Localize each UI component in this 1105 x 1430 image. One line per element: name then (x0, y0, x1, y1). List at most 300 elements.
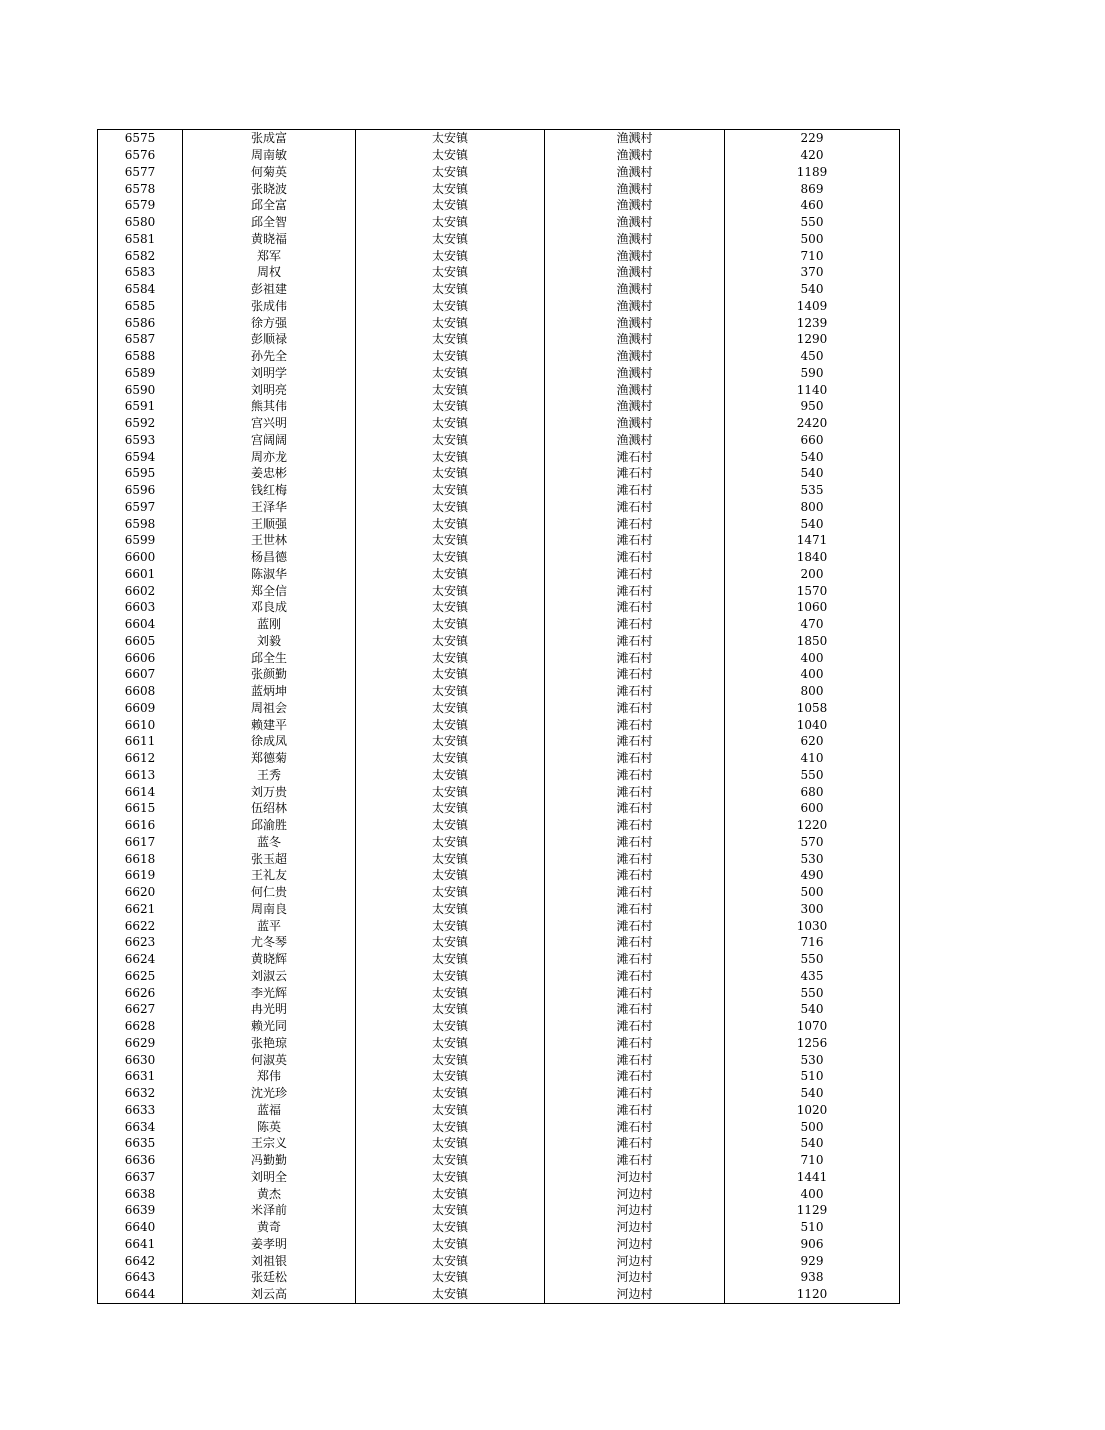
table-row (98, 1269, 900, 1286)
village-cell: 渔溅村 (545, 264, 725, 281)
amount-cell: 1239 (725, 314, 900, 331)
table-row (98, 1051, 900, 1068)
row-number-cell: 6588 (98, 348, 183, 365)
row-number-cell: 6607 (98, 666, 183, 683)
name-cell: 刘毅 (183, 633, 356, 650)
name-cell: 徐方强 (183, 314, 356, 331)
amount-cell: 938 (725, 1269, 900, 1286)
town-cell: 太安镇 (356, 130, 545, 147)
row-number-cell: 6614 (98, 783, 183, 800)
name-cell: 黄晓福 (183, 231, 356, 248)
village-cell: 滩石村 (545, 616, 725, 633)
town-cell: 太安镇 (356, 649, 545, 666)
village-cell: 河边村 (545, 1269, 725, 1286)
name-cell: 伍绍林 (183, 800, 356, 817)
village-cell: 渔溅村 (545, 197, 725, 214)
town-cell: 太安镇 (356, 1236, 545, 1253)
amount-cell: 1120 (725, 1286, 900, 1303)
amount-cell: 1070 (725, 1018, 900, 1035)
town-cell: 太安镇 (356, 348, 545, 365)
name-cell: 郑军 (183, 247, 356, 264)
village-cell: 滩石村 (545, 1085, 725, 1102)
town-cell: 太安镇 (356, 1051, 545, 1068)
row-number-cell: 6641 (98, 1236, 183, 1253)
table-row (98, 700, 900, 717)
data-table (97, 129, 900, 1304)
name-cell: 刘明全 (183, 1169, 356, 1186)
village-cell: 河边村 (545, 1219, 725, 1236)
name-cell: 周南敏 (183, 147, 356, 164)
table-row (98, 415, 900, 432)
amount-cell: 570 (725, 834, 900, 851)
table-row (98, 649, 900, 666)
amount-cell: 929 (725, 1252, 900, 1269)
village-cell: 滩石村 (545, 582, 725, 599)
row-number-cell: 6595 (98, 465, 183, 482)
village-cell: 滩石村 (545, 901, 725, 918)
row-number-cell: 6590 (98, 381, 183, 398)
town-cell: 太安镇 (356, 298, 545, 315)
village-cell: 滩石村 (545, 448, 725, 465)
amount-cell: 540 (725, 1085, 900, 1102)
amount-cell: 540 (725, 465, 900, 482)
town-cell: 太安镇 (356, 867, 545, 884)
village-cell: 渔溅村 (545, 415, 725, 432)
row-number-cell: 6643 (98, 1269, 183, 1286)
row-number-cell: 6602 (98, 582, 183, 599)
table-row (98, 164, 900, 181)
village-cell: 渔溅村 (545, 180, 725, 197)
table-row (98, 968, 900, 985)
village-cell: 渔溅村 (545, 348, 725, 365)
name-cell: 赖光同 (183, 1018, 356, 1035)
name-cell: 徐成凤 (183, 733, 356, 750)
table-row (98, 616, 900, 633)
town-cell: 太安镇 (356, 164, 545, 181)
town-cell: 太安镇 (356, 1118, 545, 1135)
table-row (98, 281, 900, 298)
name-cell: 孙先全 (183, 348, 356, 365)
village-cell: 滩石村 (545, 716, 725, 733)
table-row (98, 147, 900, 164)
village-cell: 滩石村 (545, 599, 725, 616)
town-cell: 太安镇 (356, 1252, 545, 1269)
village-cell: 滩石村 (545, 1135, 725, 1152)
village-cell: 河边村 (545, 1286, 725, 1303)
town-cell: 太安镇 (356, 532, 545, 549)
row-number-cell: 6601 (98, 566, 183, 583)
name-cell: 姜忠彬 (183, 465, 356, 482)
table-row (98, 231, 900, 248)
row-number-cell: 6620 (98, 884, 183, 901)
row-number-cell: 6634 (98, 1118, 183, 1135)
town-cell: 太安镇 (356, 549, 545, 566)
town-cell: 太安镇 (356, 432, 545, 449)
table-row (98, 917, 900, 934)
town-cell: 太安镇 (356, 465, 545, 482)
town-cell: 太安镇 (356, 1068, 545, 1085)
table-row (98, 934, 900, 951)
row-number-cell: 6592 (98, 415, 183, 432)
village-cell: 滩石村 (545, 633, 725, 650)
town-cell: 太安镇 (356, 1286, 545, 1303)
table-row (98, 214, 900, 231)
table-row (98, 733, 900, 750)
amount-cell: 490 (725, 867, 900, 884)
town-cell: 太安镇 (356, 834, 545, 851)
village-cell: 滩石村 (545, 750, 725, 767)
table-row (98, 767, 900, 784)
table-row (98, 1001, 900, 1018)
name-cell: 刘明亮 (183, 381, 356, 398)
row-number-cell: 6625 (98, 968, 183, 985)
row-number-cell: 6598 (98, 515, 183, 532)
amount-cell: 435 (725, 968, 900, 985)
town-cell: 太安镇 (356, 231, 545, 248)
town-cell: 太安镇 (356, 515, 545, 532)
table-row (98, 1185, 900, 1202)
table-row (98, 1035, 900, 1052)
name-cell: 彭祖建 (183, 281, 356, 298)
table-row (98, 197, 900, 214)
village-cell: 滩石村 (545, 917, 725, 934)
amount-cell: 535 (725, 482, 900, 499)
table-row (98, 666, 900, 683)
row-number-cell: 6644 (98, 1286, 183, 1303)
name-cell: 张玉超 (183, 850, 356, 867)
village-cell: 渔溅村 (545, 247, 725, 264)
town-cell: 太安镇 (356, 1085, 545, 1102)
name-cell: 钱红梅 (183, 482, 356, 499)
name-cell: 陈英 (183, 1118, 356, 1135)
table-row (98, 984, 900, 1001)
village-cell: 河边村 (545, 1185, 725, 1202)
amount-cell: 550 (725, 214, 900, 231)
row-number-cell: 6624 (98, 951, 183, 968)
amount-cell: 1140 (725, 381, 900, 398)
table-row (98, 314, 900, 331)
row-number-cell: 6581 (98, 231, 183, 248)
row-number-cell: 6618 (98, 850, 183, 867)
village-cell: 滩石村 (545, 1118, 725, 1135)
town-cell: 太安镇 (356, 984, 545, 1001)
amount-cell: 1840 (725, 549, 900, 566)
amount-cell: 1129 (725, 1202, 900, 1219)
name-cell: 黄奇 (183, 1219, 356, 1236)
row-number-cell: 6629 (98, 1035, 183, 1052)
village-cell: 滩石村 (545, 1018, 725, 1035)
table-row (98, 683, 900, 700)
town-cell: 太安镇 (356, 901, 545, 918)
table-row (98, 1219, 900, 1236)
village-cell: 滩石村 (545, 465, 725, 482)
row-number-cell: 6613 (98, 767, 183, 784)
table-row (98, 783, 900, 800)
village-cell: 渔溅村 (545, 214, 725, 231)
row-number-cell: 6577 (98, 164, 183, 181)
village-cell: 滩石村 (545, 566, 725, 583)
village-cell: 滩石村 (545, 884, 725, 901)
town-cell: 太安镇 (356, 1102, 545, 1119)
table-row (98, 566, 900, 583)
town-cell: 太安镇 (356, 1135, 545, 1152)
row-number-cell: 6616 (98, 817, 183, 834)
name-cell: 王宗义 (183, 1135, 356, 1152)
village-cell: 滩石村 (545, 767, 725, 784)
table-row (98, 817, 900, 834)
table-row (98, 1152, 900, 1169)
amount-cell: 540 (725, 1001, 900, 1018)
name-cell: 郑德菊 (183, 750, 356, 767)
row-number-cell: 6631 (98, 1068, 183, 1085)
town-cell: 太安镇 (356, 616, 545, 633)
amount-cell: 550 (725, 767, 900, 784)
village-cell: 渔溅村 (545, 365, 725, 382)
name-cell: 蓝冬 (183, 834, 356, 851)
table-row (98, 515, 900, 532)
amount-cell: 1040 (725, 716, 900, 733)
amount-cell: 510 (725, 1219, 900, 1236)
amount-cell: 540 (725, 1135, 900, 1152)
name-cell: 赖建平 (183, 716, 356, 733)
row-number-cell: 6615 (98, 800, 183, 817)
village-cell: 滩石村 (545, 733, 725, 750)
table-row (98, 901, 900, 918)
village-cell: 滩石村 (545, 683, 725, 700)
town-cell: 太安镇 (356, 1018, 545, 1035)
village-cell: 滩石村 (545, 867, 725, 884)
table-row (98, 633, 900, 650)
row-number-cell: 6622 (98, 917, 183, 934)
village-cell: 渔溅村 (545, 281, 725, 298)
amount-cell: 500 (725, 884, 900, 901)
amount-cell: 400 (725, 649, 900, 666)
name-cell: 周权 (183, 264, 356, 281)
row-number-cell: 6596 (98, 482, 183, 499)
table-row (98, 867, 900, 884)
amount-cell: 590 (725, 365, 900, 382)
row-number-cell: 6584 (98, 281, 183, 298)
amount-cell: 906 (725, 1236, 900, 1253)
town-cell: 太安镇 (356, 850, 545, 867)
town-cell: 太安镇 (356, 599, 545, 616)
town-cell: 太安镇 (356, 733, 545, 750)
village-cell: 滩石村 (545, 1102, 725, 1119)
name-cell: 冉光明 (183, 1001, 356, 1018)
town-cell: 太安镇 (356, 1001, 545, 1018)
amount-cell: 500 (725, 231, 900, 248)
row-number-cell: 6612 (98, 750, 183, 767)
amount-cell: 540 (725, 281, 900, 298)
town-cell: 太安镇 (356, 1202, 545, 1219)
amount-cell: 410 (725, 750, 900, 767)
name-cell: 刘祖银 (183, 1252, 356, 1269)
row-number-cell: 6610 (98, 716, 183, 733)
town-cell: 太安镇 (356, 566, 545, 583)
amount-cell: 680 (725, 783, 900, 800)
name-cell: 蓝刚 (183, 616, 356, 633)
row-number-cell: 6639 (98, 1202, 183, 1219)
town-cell: 太安镇 (356, 783, 545, 800)
town-cell: 太安镇 (356, 499, 545, 516)
village-cell: 滩石村 (545, 968, 725, 985)
name-cell: 王泽华 (183, 499, 356, 516)
name-cell: 李光辉 (183, 984, 356, 1001)
row-number-cell: 6599 (98, 532, 183, 549)
row-number-cell: 6576 (98, 147, 183, 164)
name-cell: 张晓波 (183, 180, 356, 197)
table-row (98, 331, 900, 348)
village-cell: 渔溅村 (545, 298, 725, 315)
table-row (98, 1018, 900, 1035)
name-cell: 张成伟 (183, 298, 356, 315)
row-number-cell: 6633 (98, 1102, 183, 1119)
town-cell: 太安镇 (356, 1152, 545, 1169)
table-row (98, 1118, 900, 1135)
row-number-cell: 6583 (98, 264, 183, 281)
table-row (98, 499, 900, 516)
amount-cell: 470 (725, 616, 900, 633)
town-cell: 太安镇 (356, 917, 545, 934)
town-cell: 太安镇 (356, 968, 545, 985)
name-cell: 何菊英 (183, 164, 356, 181)
village-cell: 滩石村 (545, 549, 725, 566)
name-cell: 邱全智 (183, 214, 356, 231)
village-cell: 滩石村 (545, 951, 725, 968)
amount-cell: 869 (725, 180, 900, 197)
village-cell: 渔溅村 (545, 381, 725, 398)
row-number-cell: 6587 (98, 331, 183, 348)
name-cell: 王顺强 (183, 515, 356, 532)
name-cell: 姜孝明 (183, 1236, 356, 1253)
name-cell: 宫兴明 (183, 415, 356, 432)
town-cell: 太安镇 (356, 264, 545, 281)
row-number-cell: 6578 (98, 180, 183, 197)
row-number-cell: 6585 (98, 298, 183, 315)
village-cell: 渔溅村 (545, 398, 725, 415)
town-cell: 太安镇 (356, 1219, 545, 1236)
amount-cell: 420 (725, 147, 900, 164)
row-number-cell: 6628 (98, 1018, 183, 1035)
table-row (98, 1102, 900, 1119)
name-cell: 王秀 (183, 767, 356, 784)
name-cell: 何仁贵 (183, 884, 356, 901)
table-row (98, 1135, 900, 1152)
row-number-cell: 6640 (98, 1219, 183, 1236)
name-cell: 蓝炳坤 (183, 683, 356, 700)
table-row (98, 1068, 900, 1085)
town-cell: 太安镇 (356, 365, 545, 382)
row-number-cell: 6580 (98, 214, 183, 231)
row-number-cell: 6630 (98, 1051, 183, 1068)
table-row (98, 130, 900, 147)
table-row (98, 432, 900, 449)
row-number-cell: 6603 (98, 599, 183, 616)
table-row (98, 264, 900, 281)
table-row (98, 465, 900, 482)
amount-cell: 1220 (725, 817, 900, 834)
table-row (98, 884, 900, 901)
amount-cell: 1850 (725, 633, 900, 650)
row-number-cell: 6605 (98, 633, 183, 650)
amount-cell: 500 (725, 1118, 900, 1135)
table-row (98, 298, 900, 315)
table-row (98, 381, 900, 398)
name-cell: 邱渝胜 (183, 817, 356, 834)
name-cell: 王礼友 (183, 867, 356, 884)
town-cell: 太安镇 (356, 700, 545, 717)
village-cell: 滩石村 (545, 1152, 725, 1169)
table-row (98, 599, 900, 616)
name-cell: 邱全生 (183, 649, 356, 666)
amount-cell: 2420 (725, 415, 900, 432)
name-cell: 邓良成 (183, 599, 356, 616)
town-cell: 太安镇 (356, 1169, 545, 1186)
name-cell: 冯勤勤 (183, 1152, 356, 1169)
town-cell: 太安镇 (356, 582, 545, 599)
town-cell: 太安镇 (356, 214, 545, 231)
amount-cell: 540 (725, 448, 900, 465)
town-cell: 太安镇 (356, 1269, 545, 1286)
row-number-cell: 6642 (98, 1252, 183, 1269)
village-cell: 滩石村 (545, 1068, 725, 1085)
town-cell: 太安镇 (356, 750, 545, 767)
amount-cell: 1058 (725, 700, 900, 717)
name-cell: 何淑英 (183, 1051, 356, 1068)
row-number-cell: 6604 (98, 616, 183, 633)
amount-cell: 600 (725, 800, 900, 817)
table-row (98, 549, 900, 566)
table-row (98, 1252, 900, 1269)
amount-cell: 1471 (725, 532, 900, 549)
table-row (98, 532, 900, 549)
row-number-cell: 6586 (98, 314, 183, 331)
town-cell: 太安镇 (356, 884, 545, 901)
town-cell: 太安镇 (356, 934, 545, 951)
table-row (98, 716, 900, 733)
row-number-cell: 6627 (98, 1001, 183, 1018)
row-number-cell: 6606 (98, 649, 183, 666)
row-number-cell: 6589 (98, 365, 183, 382)
amount-cell: 1030 (725, 917, 900, 934)
name-cell: 张颜勤 (183, 666, 356, 683)
town-cell: 太安镇 (356, 1035, 545, 1052)
row-number-cell: 6597 (98, 499, 183, 516)
table-row (98, 1202, 900, 1219)
amount-cell: 800 (725, 683, 900, 700)
table-row (98, 1286, 900, 1303)
row-number-cell: 6600 (98, 549, 183, 566)
amount-cell: 710 (725, 1152, 900, 1169)
name-cell: 郑全信 (183, 582, 356, 599)
town-cell: 太安镇 (356, 197, 545, 214)
name-cell: 刘云高 (183, 1286, 356, 1303)
town-cell: 太安镇 (356, 314, 545, 331)
amount-cell: 450 (725, 348, 900, 365)
amount-cell: 800 (725, 499, 900, 516)
amount-cell: 200 (725, 566, 900, 583)
village-cell: 滩石村 (545, 649, 725, 666)
table-row (98, 1236, 900, 1253)
village-cell: 滩石村 (545, 1001, 725, 1018)
village-cell: 滩石村 (545, 700, 725, 717)
row-number-cell: 6591 (98, 398, 183, 415)
row-number-cell: 6594 (98, 448, 183, 465)
amount-cell: 1570 (725, 582, 900, 599)
amount-cell: 510 (725, 1068, 900, 1085)
name-cell: 刘万贵 (183, 783, 356, 800)
name-cell: 黄晓辉 (183, 951, 356, 968)
